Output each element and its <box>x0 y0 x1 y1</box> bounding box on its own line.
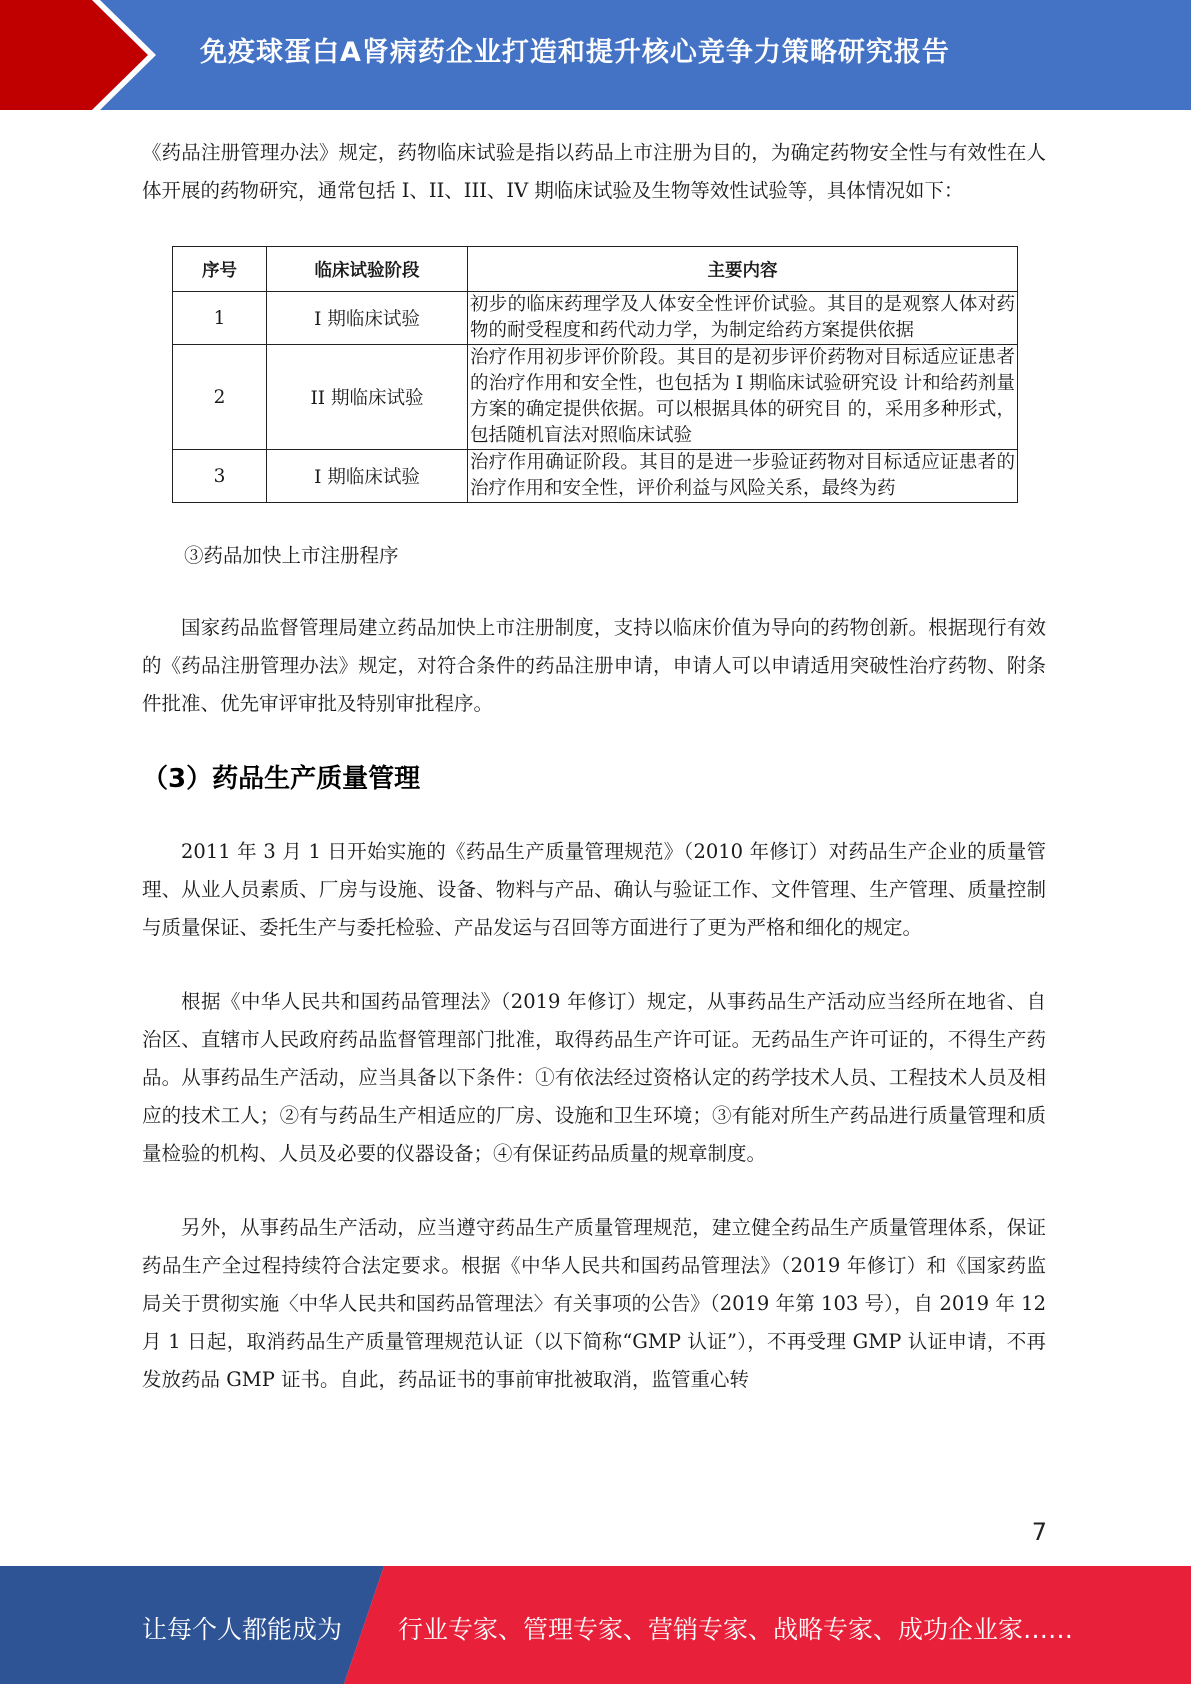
table-row <box>173 292 1018 345</box>
accelerated-paragraph: 国家药品监督管理局建立药品加快上市注册制度，支持以临床价值为导向的药物创新。根据现行有效的《药品注册管理办法》规定，对符合条件的药品注册申请，申请人可以申请适用突破性治疗药物、附条件批准、优先审评审批及特别审批程序。 <box>142 616 1046 715</box>
page-number: 7 <box>1031 1518 1047 1546</box>
intro-paragraph: 《药品注册管理办法》规定，药物临床试验是指以药品上市注册为目的，为确定药物安全性与有效性在人体开展的药物研究，通常包括 I、II、III、IV 期临床试验及生物等效性试验等，具体情况如下： <box>142 141 1046 202</box>
gmp-2011-paragraph: 2011 年 3 月 1 日开始实施的《药品生产质量管理规范》（2010 年修订）对药品生产企业的质量管理、从业人员素质、厂房与设施、设备、物料与产品、确认与验证工作、文件管理、生产管理、质量控制与质量保证、委托生产与委托检验、产品发运与召回等方面进行了更为严格和细化的规定。 <box>142 840 1046 939</box>
clinical-trial-table <box>172 246 1018 503</box>
col-header-phase: 临床试验阶段 <box>267 247 468 292</box>
page-content <box>142 134 1046 1399</box>
row-phase: II 期临床试验 <box>267 345 468 450</box>
report-title: 免疫球蛋白A肾病药企业打造和提升核心竞争力策略研究报告 <box>200 37 950 68</box>
row-content: 治疗作用初步评价阶段。其目的是初步评价药物对目标适应证患者的治疗作用和安全性，也包括为 I 期临床试验研究设 计和给药剂量方案的确定提供依据。可以根据具体的研究目 的，采用多种形式，包括随机盲法对照临床试验 <box>468 345 1018 450</box>
row-number: 1 <box>173 292 267 345</box>
row-number: 3 <box>173 450 267 503</box>
row-number: 2 <box>173 345 267 450</box>
header-band <box>0 0 1191 110</box>
footer-slogan-right: 行业专家、管理专家、营销专家、战略专家、成功企业家…… <box>398 1615 1074 1644</box>
table-row <box>173 345 1018 450</box>
row-content: 初步的临床药理学及人体安全性评价试验。其目的是观察人体对药物的耐受程度和药代动力学，为制定给药方案提供依据 <box>468 292 1018 345</box>
license-paragraph: 根据《中华人民共和国药品管理法》（2019 年修订）规定，从事药品生产活动应当经所在地省、自治区、直辖市人民政府药品监督管理部门批准，取得药品生产许可证。无药品生产许可证的，不得生产药品。从事药品生产活动，应当具备以下条件：①有依法经过资格认定的药学技术人员、工程技术人员及相应的技术工人；②有与药品生产相适应的厂房、设施和卫生环境；③有能对所生产药品进行质量管理和质量检验的机构、人员及必要的仪器设备；④有保证药品质量的规章制度。 <box>142 990 1046 1165</box>
additionally-paragraph: 另外，从事药品生产活动，应当遵守药品生产质量管理规范，建立健全药品生产质量管理体系，保证药品生产全过程持续符合法定要求。根据《中华人民共和国药品管理法》（2019 年修订）和《国家药监局关于贯彻实施〈中华人民共和国药品管理法〉有关事项的公告》（2019 年第 103 号），自 2019 年 12 月 1 日起，取消药品生产质量管理规范认证（以下简称“GMP 认证”），不再受理 GMP 认证申请，不再发放药品 GMP 证书。自此，药品证书的事前审批被取消，监管重心转 <box>142 1216 1046 1391</box>
table-row <box>173 450 1018 503</box>
col-header-number: 序号 <box>173 247 267 292</box>
col-header-content: 主要内容 <box>468 247 1018 292</box>
row-phase: I 期临床试验 <box>267 450 468 503</box>
footer-slogan-left: 让每个人都能成为 <box>142 1615 343 1644</box>
row-content: 治疗作用确证阶段。其目的是进一步验证药物对目标适应证患者的治疗作用和安全性，评价利益与风险关系，最终为药 <box>468 450 1018 503</box>
table-header-row <box>173 247 1018 292</box>
section-title: （3）药品生产质量管理 <box>142 764 421 794</box>
row-phase: I 期临床试验 <box>267 292 468 345</box>
subsection-heading: ③药品加快上市注册程序 <box>184 544 399 567</box>
footer-band <box>0 1566 1191 1684</box>
